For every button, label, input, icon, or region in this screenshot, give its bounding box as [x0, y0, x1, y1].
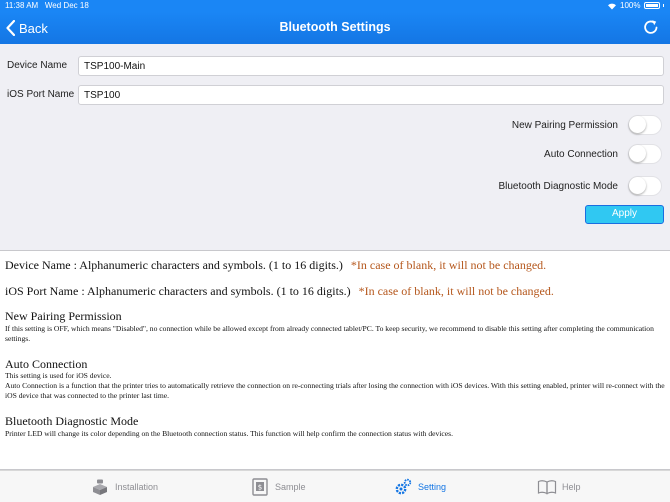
- help-device-name-text: Device Name : Alphanumeric characters and symbols. (1 to 16 digits.): [5, 258, 343, 272]
- battery-icon: [644, 2, 660, 9]
- new-pairing-permission-label: New Pairing Permission: [511, 119, 618, 131]
- svg-text:$: $: [257, 483, 263, 492]
- status-right: [607, 1, 664, 10]
- toggle-knob: [629, 177, 646, 194]
- ios-port-name-label: iOS Port Name: [7, 89, 75, 100]
- bluetooth-diagnostic-mode-row: [498, 175, 662, 197]
- tab-installation-label: Installation: [115, 482, 159, 492]
- settings-area: [0, 44, 670, 250]
- tab-setting-label: Setting: [418, 482, 447, 492]
- tab-help-label: Help: [562, 482, 581, 492]
- help-pairing-heading: New Pairing Permission: [5, 309, 122, 323]
- toggle-knob: [629, 116, 646, 133]
- apply-button[interactable]: Apply: [585, 205, 664, 224]
- tab-sample[interactable]: [250, 476, 306, 498]
- sample-icon: [250, 477, 270, 497]
- tab-setting[interactable]: [393, 476, 446, 498]
- help-diag-text: Printer LED will change its color depending on the Bluetooth connection status. This function will help confirm the connection status with devices.: [5, 429, 454, 438]
- wifi-icon: [607, 2, 617, 10]
- help-device-name-note: *In case of blank, it will not be changed.: [350, 258, 547, 272]
- tab-bar: [0, 470, 670, 502]
- page-title: Bluetooth Settings: [279, 20, 391, 34]
- bluetooth-diagnostic-mode-label: Bluetooth Diagnostic Mode: [498, 180, 618, 192]
- battery-nub: [663, 4, 665, 7]
- new-pairing-permission-toggle[interactable]: [628, 115, 662, 135]
- battery-percent: 100%: [620, 1, 641, 10]
- status-bar: [0, 0, 670, 12]
- new-pairing-permission-row: [512, 114, 662, 136]
- help-auto-text-1: This setting is used for iOS device.: [5, 371, 112, 380]
- help-panel: [0, 250, 670, 470]
- refresh-icon[interactable]: [642, 18, 660, 36]
- ios-port-name-input[interactable]: [78, 85, 664, 105]
- device-name-input[interactable]: [78, 56, 664, 76]
- help-diag-heading: Bluetooth Diagnostic Mode: [5, 414, 139, 428]
- help-ios-port-name: [5, 284, 554, 299]
- tab-installation[interactable]: [90, 476, 158, 498]
- help-auto-text-2: Auto Connection is a function that the printer tries to automatically retrieve the connection on re-connecting trials after losing the connection with iOS devices. With this setting enabled, printer will re-connect with the iOS device that was connected to the printer last time.: [5, 381, 665, 400]
- gear-icon: [393, 477, 413, 497]
- bluetooth-diagnostic-mode-toggle[interactable]: [628, 176, 662, 196]
- toggle-knob: [629, 145, 646, 162]
- help-ios-port-text: iOS Port Name : Alphanumeric characters and symbols. (1 to 16 digits.): [5, 284, 351, 298]
- device-name-row: [0, 56, 670, 76]
- auto-connection-label: Auto Connection: [544, 148, 618, 160]
- help-pairing-text: If this setting is OFF, which means "Disabled", no connection while be allowed except from already connected tablet/PC. To keep security, we recommend to disable this setting after completing the communication settings.: [5, 324, 654, 343]
- tab-sample-label: Sample: [275, 482, 306, 492]
- auto-connection-row: [544, 143, 662, 165]
- help-auto-heading: Auto Connection: [5, 357, 88, 371]
- status-time: 11:38 AM Wed Dec 18: [5, 1, 89, 10]
- book-icon: [537, 477, 557, 497]
- device-name-label: Device Name: [7, 60, 68, 71]
- nav-bar: [0, 12, 670, 44]
- back-label: Back: [19, 20, 48, 36]
- help-ios-port-note: *In case of blank, it will not be changed.: [358, 284, 554, 298]
- auto-connection-toggle[interactable]: [628, 144, 662, 164]
- ios-port-name-row: [0, 85, 670, 105]
- installation-icon: [90, 477, 110, 497]
- help-device-name: [5, 258, 546, 273]
- tab-help[interactable]: [537, 476, 581, 498]
